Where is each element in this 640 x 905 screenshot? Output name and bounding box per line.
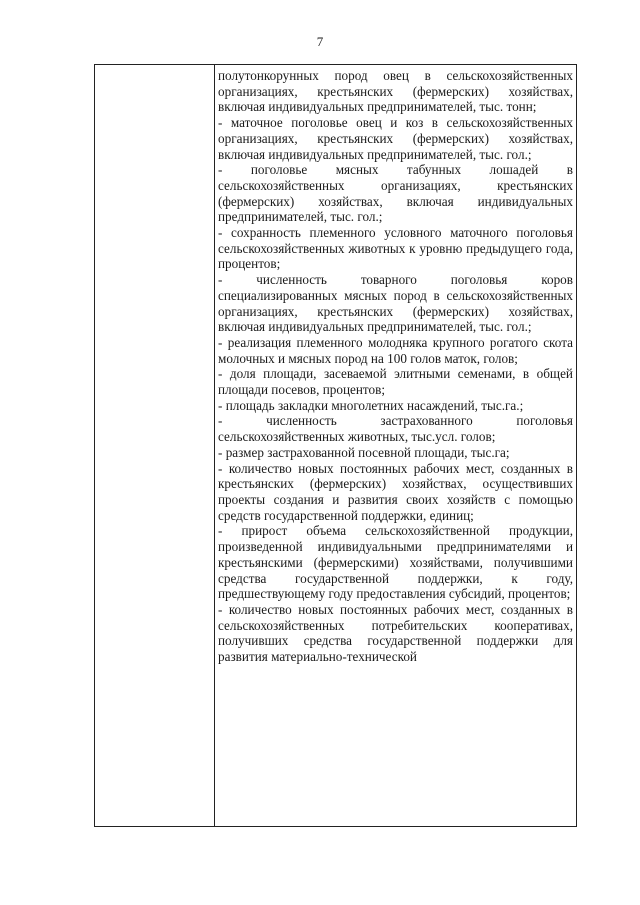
paragraph: - поголовье мясных табунных лошадей в сельскохозяйственных организациях, крестьянских (фермерских) хозяйствах, включая индивидуальных предпринимателей, тыс. гол.;: [218, 162, 573, 225]
paragraph: - доля площади, засеваемой элитными семенами, в общей площади посевов, процентов;: [218, 366, 573, 398]
paragraph: полутонкорунных пород овец в сельскохозяйственных организациях, крестьянских (фермерских) хозяйствах, включая индивидуальных предпринимателей, тыс. тонн;: [218, 68, 573, 115]
paragraph: - прирост объема сельскохозяйственной продукции, произведенной индивидуальными предпринимателями и крестьянскими (фермерскими) хозяйствами, получившими средства государственной поддержки, к году, предшествующему году предоставления субсидий, процентов;: [218, 523, 573, 602]
paragraph: - размер застрахованной посевной площади, тыс.га;: [218, 444, 510, 460]
paragraph: - количество новых постоянных рабочих мест, созданных в сельскохозяйственных потребительских кооперативах, получивших средства государственной поддержки для развития материально-технической: [218, 601, 573, 665]
paragraph: - реализация племенного молодняка крупного рогатого скота молочных и мясных пород на 100 голов маток, голов;: [218, 334, 573, 366]
document-table: [94, 64, 577, 827]
table-left-cell: [95, 65, 215, 826]
table-right-cell: [215, 65, 576, 826]
paragraph: - сохранность племенного условного маточного поголовья сельскохозяйственных животных к уровню предыдущего года, процентов;: [218, 225, 573, 272]
paragraph: - численность товарного поголовья коров специализированных мясных пород в сельскохозяйственных организациях, крестьянских (фермерских) хозяйствах, включая индивидуальных предпринимателей, тыс. гол.;: [218, 272, 573, 335]
paragraph: - количество новых постоянных рабочих мест, созданных в крестьянских (фермерских) хозяйствах, осуществивших проекты создания и развития своих хозяйств с помощью средств государственной поддержки, единиц;: [218, 460, 573, 523]
paragraph: - площадь закладки многолетних насаждений, тыс.га.;: [218, 397, 524, 413]
paragraph: - маточное поголовье овец и коз в сельскохозяйственных организациях, крестьянских (фермерских) хозяйствах, включая индивидуальных предпринимателей, тыс. гол.;: [218, 115, 573, 162]
page-number: 7: [316, 34, 324, 49]
paragraph: - численность застрахованного поголовья сельскохозяйственных животных, тыс.усл. голов;: [218, 413, 573, 445]
